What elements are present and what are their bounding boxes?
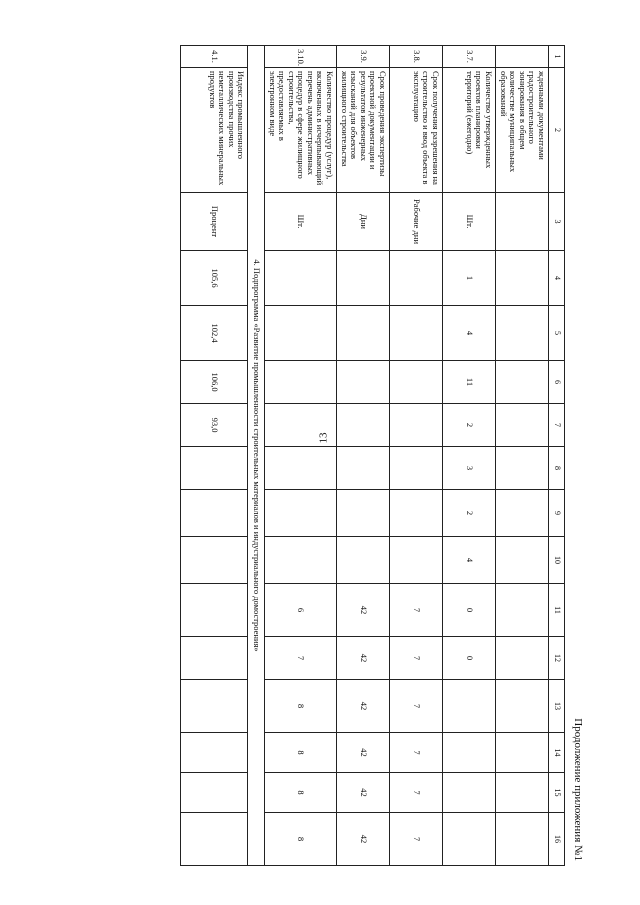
value-cell — [496, 306, 549, 361]
value-cell — [265, 404, 337, 447]
unit-cell: Рабочие дни — [390, 193, 443, 251]
value-cell — [496, 537, 549, 584]
value-cell: 42 — [337, 733, 390, 773]
value-cell — [181, 584, 248, 637]
indicators-table — [180, 45, 565, 866]
value-cell — [390, 404, 443, 447]
value-cell — [181, 733, 248, 773]
value-cell: 105,6 — [181, 251, 248, 306]
value-cell: 102,4 — [181, 306, 248, 361]
column-header: 9 — [549, 490, 565, 537]
value-cell: 93,0 — [181, 404, 248, 447]
value-cell — [337, 306, 390, 361]
value-cell — [496, 813, 549, 866]
value-cell — [496, 637, 549, 680]
indicator-name: Индекс промышленного производства прочих неметаллических минеральных продуктов — [181, 68, 248, 193]
value-cell: 4 — [443, 306, 496, 361]
table-row — [443, 46, 496, 866]
value-cell — [181, 813, 248, 866]
value-cell — [265, 537, 337, 584]
page-number: 13 — [317, 432, 330, 444]
indicator-name: жденными документами градостроительного зонирования в общем количестве муниципальных образований — [496, 68, 549, 193]
column-header: 15 — [549, 773, 565, 813]
value-cell: 42 — [337, 637, 390, 680]
value-cell: 8 — [265, 733, 337, 773]
header-row — [549, 46, 565, 866]
page-heading: Продолжение приложения №1 — [572, 718, 584, 861]
unit-cell: Процент — [181, 193, 248, 251]
value-cell: 42 — [337, 813, 390, 866]
column-header: 2 — [549, 68, 565, 193]
table-row — [337, 46, 390, 866]
value-cell: 7 — [390, 584, 443, 637]
value-cell — [181, 447, 248, 490]
value-cell — [337, 251, 390, 306]
value-cell — [181, 490, 248, 537]
value-cell — [496, 584, 549, 637]
value-cell: 11 — [443, 361, 496, 404]
value-cell — [496, 490, 549, 537]
value-cell: 106,0 — [181, 361, 248, 404]
column-header: 7 — [549, 404, 565, 447]
value-cell: 7 — [390, 813, 443, 866]
row-number: 3.7. — [443, 46, 496, 68]
value-cell — [337, 404, 390, 447]
value-cell: 8 — [265, 773, 337, 813]
value-cell — [337, 447, 390, 490]
value-cell — [390, 537, 443, 584]
value-cell: 8 — [265, 680, 337, 733]
value-cell — [265, 251, 337, 306]
value-cell — [181, 637, 248, 680]
value-cell — [265, 447, 337, 490]
row-number: 3.8. — [390, 46, 443, 68]
column-header: 12 — [549, 637, 565, 680]
table-row — [390, 46, 443, 866]
column-header: 11 — [549, 584, 565, 637]
column-header: 4 — [549, 251, 565, 306]
value-cell — [390, 306, 443, 361]
value-cell — [496, 251, 549, 306]
column-header: 6 — [549, 361, 565, 404]
value-cell — [496, 447, 549, 490]
value-cell — [181, 773, 248, 813]
value-cell: 2 — [443, 404, 496, 447]
table-row — [265, 46, 337, 866]
value-cell — [496, 361, 549, 404]
value-cell: 7 — [390, 773, 443, 813]
value-cell: 2 — [443, 490, 496, 537]
value-cell: 0 — [443, 637, 496, 680]
value-cell — [496, 404, 549, 447]
value-cell: 7 — [265, 637, 337, 680]
value-cell: 8 — [265, 813, 337, 866]
column-header: 1 — [549, 46, 565, 68]
value-cell — [390, 361, 443, 404]
column-header: 16 — [549, 813, 565, 866]
value-cell: 6 — [265, 584, 337, 637]
column-header: 3 — [549, 193, 565, 251]
value-cell — [337, 490, 390, 537]
value-cell: 42 — [337, 773, 390, 813]
value-cell: 3 — [443, 447, 496, 490]
unit-cell: Шт. — [265, 193, 337, 251]
value-cell — [496, 680, 549, 733]
value-cell — [181, 680, 248, 733]
value-cell — [181, 537, 248, 584]
row-number: 4.1. — [181, 46, 248, 68]
indicator-name: Количество утвержденных проектов планировки территорий (ежегодно) — [443, 68, 496, 193]
row-number: 3.9. — [337, 46, 390, 68]
value-cell — [496, 773, 549, 813]
value-cell — [390, 447, 443, 490]
value-cell — [337, 537, 390, 584]
row-number: 3.10. — [265, 46, 337, 68]
column-header: 8 — [549, 447, 565, 490]
value-cell: 4 — [443, 537, 496, 584]
value-cell — [390, 490, 443, 537]
table-row — [496, 46, 549, 866]
unit-cell — [496, 193, 549, 251]
unit-cell: Дни — [337, 193, 390, 251]
indicator-name: Срок проведения экспертизы проектной документации и результатов инженерных изысканий для объектов жилищного строительства — [337, 68, 390, 193]
rotated-page — [52, 45, 587, 865]
value-cell: 1 — [443, 251, 496, 306]
subprogram-row — [248, 46, 265, 866]
value-cell — [265, 306, 337, 361]
indicator-name: Срок получения разрешения на строительство и ввод объекта в эксплуатацию — [390, 68, 443, 193]
column-header: 5 — [549, 306, 565, 361]
value-cell: 7 — [390, 733, 443, 773]
value-cell — [265, 361, 337, 404]
value-cell: 7 — [390, 637, 443, 680]
subprogram-title: 4. Подпрограмма «Развитие промышленности строительных материалов и индустриального домостроения» — [248, 46, 265, 866]
column-header: 14 — [549, 733, 565, 773]
value-cell — [337, 361, 390, 404]
value-cell: 42 — [337, 584, 390, 637]
column-header: 13 — [549, 680, 565, 733]
row-number — [496, 46, 549, 68]
column-header: 10 — [549, 537, 565, 584]
value-cell: 0 — [443, 584, 496, 637]
value-cell — [390, 251, 443, 306]
indicator-name: Количество процедур (услуг), включенных в исчерпывающий перечень административных процедур в сфере жилищного строительства, предоставляемых в электронном виде — [265, 68, 337, 193]
value-cell — [443, 813, 496, 866]
value-cell: 42 — [337, 680, 390, 733]
value-cell — [496, 733, 549, 773]
value-cell — [443, 680, 496, 733]
value-cell — [265, 490, 337, 537]
value-cell — [443, 773, 496, 813]
value-cell — [443, 733, 496, 773]
table-row — [181, 46, 248, 866]
value-cell: 7 — [390, 680, 443, 733]
unit-cell: Шт. — [443, 193, 496, 251]
